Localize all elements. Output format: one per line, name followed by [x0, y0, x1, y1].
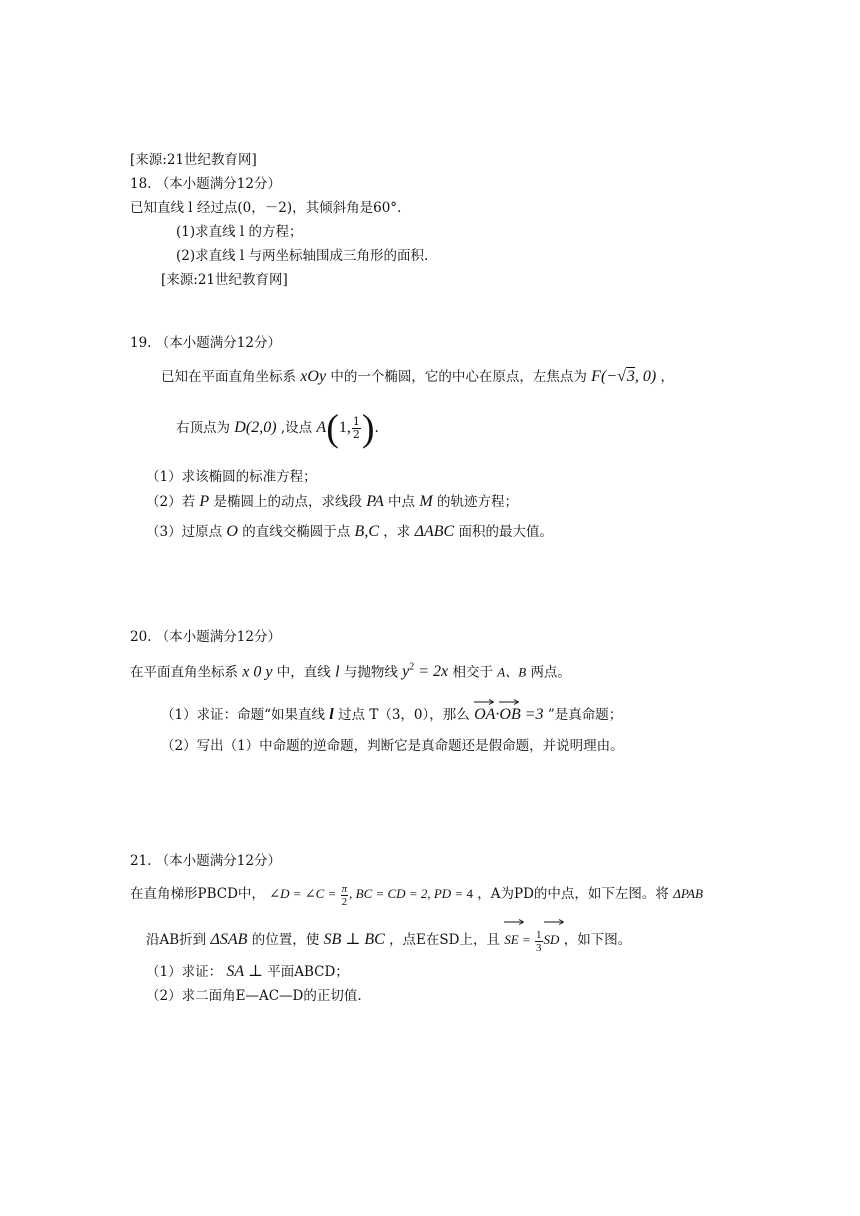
q19-part3-text-a: （3）过原点: [146, 524, 223, 540]
q20-stem: [130, 658, 571, 682]
q21-vector-relation: SE = $\frac{1}{3}$ SD: [504, 932, 559, 947]
q20-stem-text-a: 在平面直角坐标系: [130, 664, 238, 681]
q18-title: 18. （本小题满分12分）: [130, 176, 281, 192]
q19-part3-text-d: 面积的最大值。: [458, 524, 553, 540]
q21-line2-text-d: ，如下图。: [563, 932, 632, 948]
source-note-bottom: [来源:21世纪教育网]: [161, 272, 288, 288]
q21-part2: （2）求二面角E—AC—D的正切值.: [146, 988, 362, 1004]
q19-point-m: M: [419, 493, 433, 510]
q19-coord-system: xOy: [300, 368, 327, 385]
q19-focus: F(−√3, 0): [591, 368, 657, 385]
q20-dot-product: OA ·OB =3: [474, 706, 543, 723]
q20-title: 20. （本小题满分12分）: [130, 629, 281, 645]
q19-part3-text-b: 的直线交椭圆于点: [242, 524, 351, 540]
q19-title: 19. （本小题满分12分）: [130, 335, 281, 351]
q19-part2-text-d: 的轨迹方程；: [436, 494, 518, 510]
q19-vertex-text-b: ,设点: [280, 420, 313, 436]
q19-stem-text-b: 中的一个椭圆，它的中心在原点，左焦点为: [330, 369, 587, 385]
q19-point-p: P: [199, 493, 210, 510]
q21-line2-text-b: 的位置，使: [251, 932, 320, 948]
q19-part1: （1）求该椭圆的标准方程；: [146, 469, 317, 485]
q19-triangle-abc: ΔABC: [414, 523, 455, 540]
q21-title: 21. （本小题满分12分）: [130, 853, 281, 869]
q21-part1-text-b: 平面ABCD；: [267, 964, 349, 980]
q20-coord-system: x 0 y: [242, 663, 273, 681]
q20-line-l: l: [335, 663, 340, 681]
q19-segment-pa: PA: [366, 493, 384, 510]
q18-stem: 已知直线 l 经过点(0，－2)，其倾斜角是60°.: [130, 200, 402, 216]
q21-conditions: ∠D = ∠C = $\frac{\pi}{2}$ , BC = CD = 2, PD = 4: [269, 882, 473, 908]
q20-part1-text-c: ”是真命题；: [547, 707, 623, 723]
period: .: [374, 420, 379, 436]
q20-points-ab: A、B: [497, 664, 527, 680]
q21-part1-text-a: （1）求证：: [146, 964, 223, 980]
q19-part2-text-a: （2）若: [146, 494, 196, 510]
q21-stem-text-a: 在直角梯形PBCD中，: [130, 886, 265, 902]
q20-part1-text-b: 过点: [338, 707, 366, 723]
q19-part3: [146, 522, 553, 542]
q20-parabola: $y^2 = 2x$: [402, 662, 449, 681]
q19-part2-text-b: 是椭圆上的动点，求线段: [213, 494, 362, 510]
q20-stem-text-b: 中，直线: [276, 664, 331, 681]
q20-stem-text-e: 两点。: [530, 664, 571, 681]
q20-stem-text-c: 与抛物线: [343, 664, 398, 681]
q19-comma: ，: [660, 369, 674, 385]
q21-line2: [146, 925, 631, 955]
q19-part2: [146, 492, 518, 512]
q21-line2-text-c: ，点E在SD上，且: [389, 932, 500, 948]
q19-vertex: D(2,0): [234, 419, 277, 436]
q19-vertex-text-a: 右顶点为: [176, 420, 230, 436]
q19-points-bc: B,C: [354, 523, 379, 540]
q19-vertex-line: [176, 408, 379, 448]
q21-stem: [130, 878, 703, 910]
fraction-one-half: $\frac{1}{2}$: [352, 415, 360, 441]
q18-part2: (2)求直线 l 与两坐标轴围成三角形的面积.: [176, 248, 429, 264]
q19-stem: [161, 367, 674, 387]
q19-part3-text-c: ，求: [383, 524, 411, 540]
q20-point-t: T（3，0），那么: [369, 707, 470, 723]
q21-stem-text-b: ，A为PD的中点，如下左图。将: [477, 886, 669, 902]
q19-origin-o: O: [226, 523, 238, 540]
q21-part1: [146, 962, 349, 982]
q19-point-a-x: 1,: [338, 419, 351, 436]
q19-point-a: A: [316, 419, 327, 436]
q21-sa-perp: SA ⊥: [226, 963, 263, 980]
source-note-top: [来源:21世纪教育网]: [130, 152, 257, 168]
q21-triangle-pab: ΔPAB: [673, 886, 703, 901]
right-paren: ): [361, 407, 375, 450]
q18-part1: (1)求直线 l 的方程；: [176, 224, 303, 240]
q20-part1-text-a: （1）求证：命题“如果直线: [161, 707, 325, 723]
q20-part1: [161, 705, 622, 725]
q21-line2-text-a: 沿AB折到: [146, 932, 207, 948]
q20-stem-text-d: 相交于: [452, 664, 493, 681]
q19-part2-text-c: 中点: [388, 494, 416, 510]
left-paren: (: [326, 407, 339, 450]
q19-stem-text-a: 已知在平面直角坐标系: [161, 369, 296, 385]
q21-perpendicular: SB ⊥ BC: [323, 931, 385, 948]
q21-triangle-sab: ΔSAB: [210, 931, 248, 948]
q20-part2: （2）写出（1）中命题的逆命题，判断它是真命题还是假命题，并说明理由。: [161, 738, 624, 754]
q20-line-l-bold: l: [329, 706, 334, 723]
